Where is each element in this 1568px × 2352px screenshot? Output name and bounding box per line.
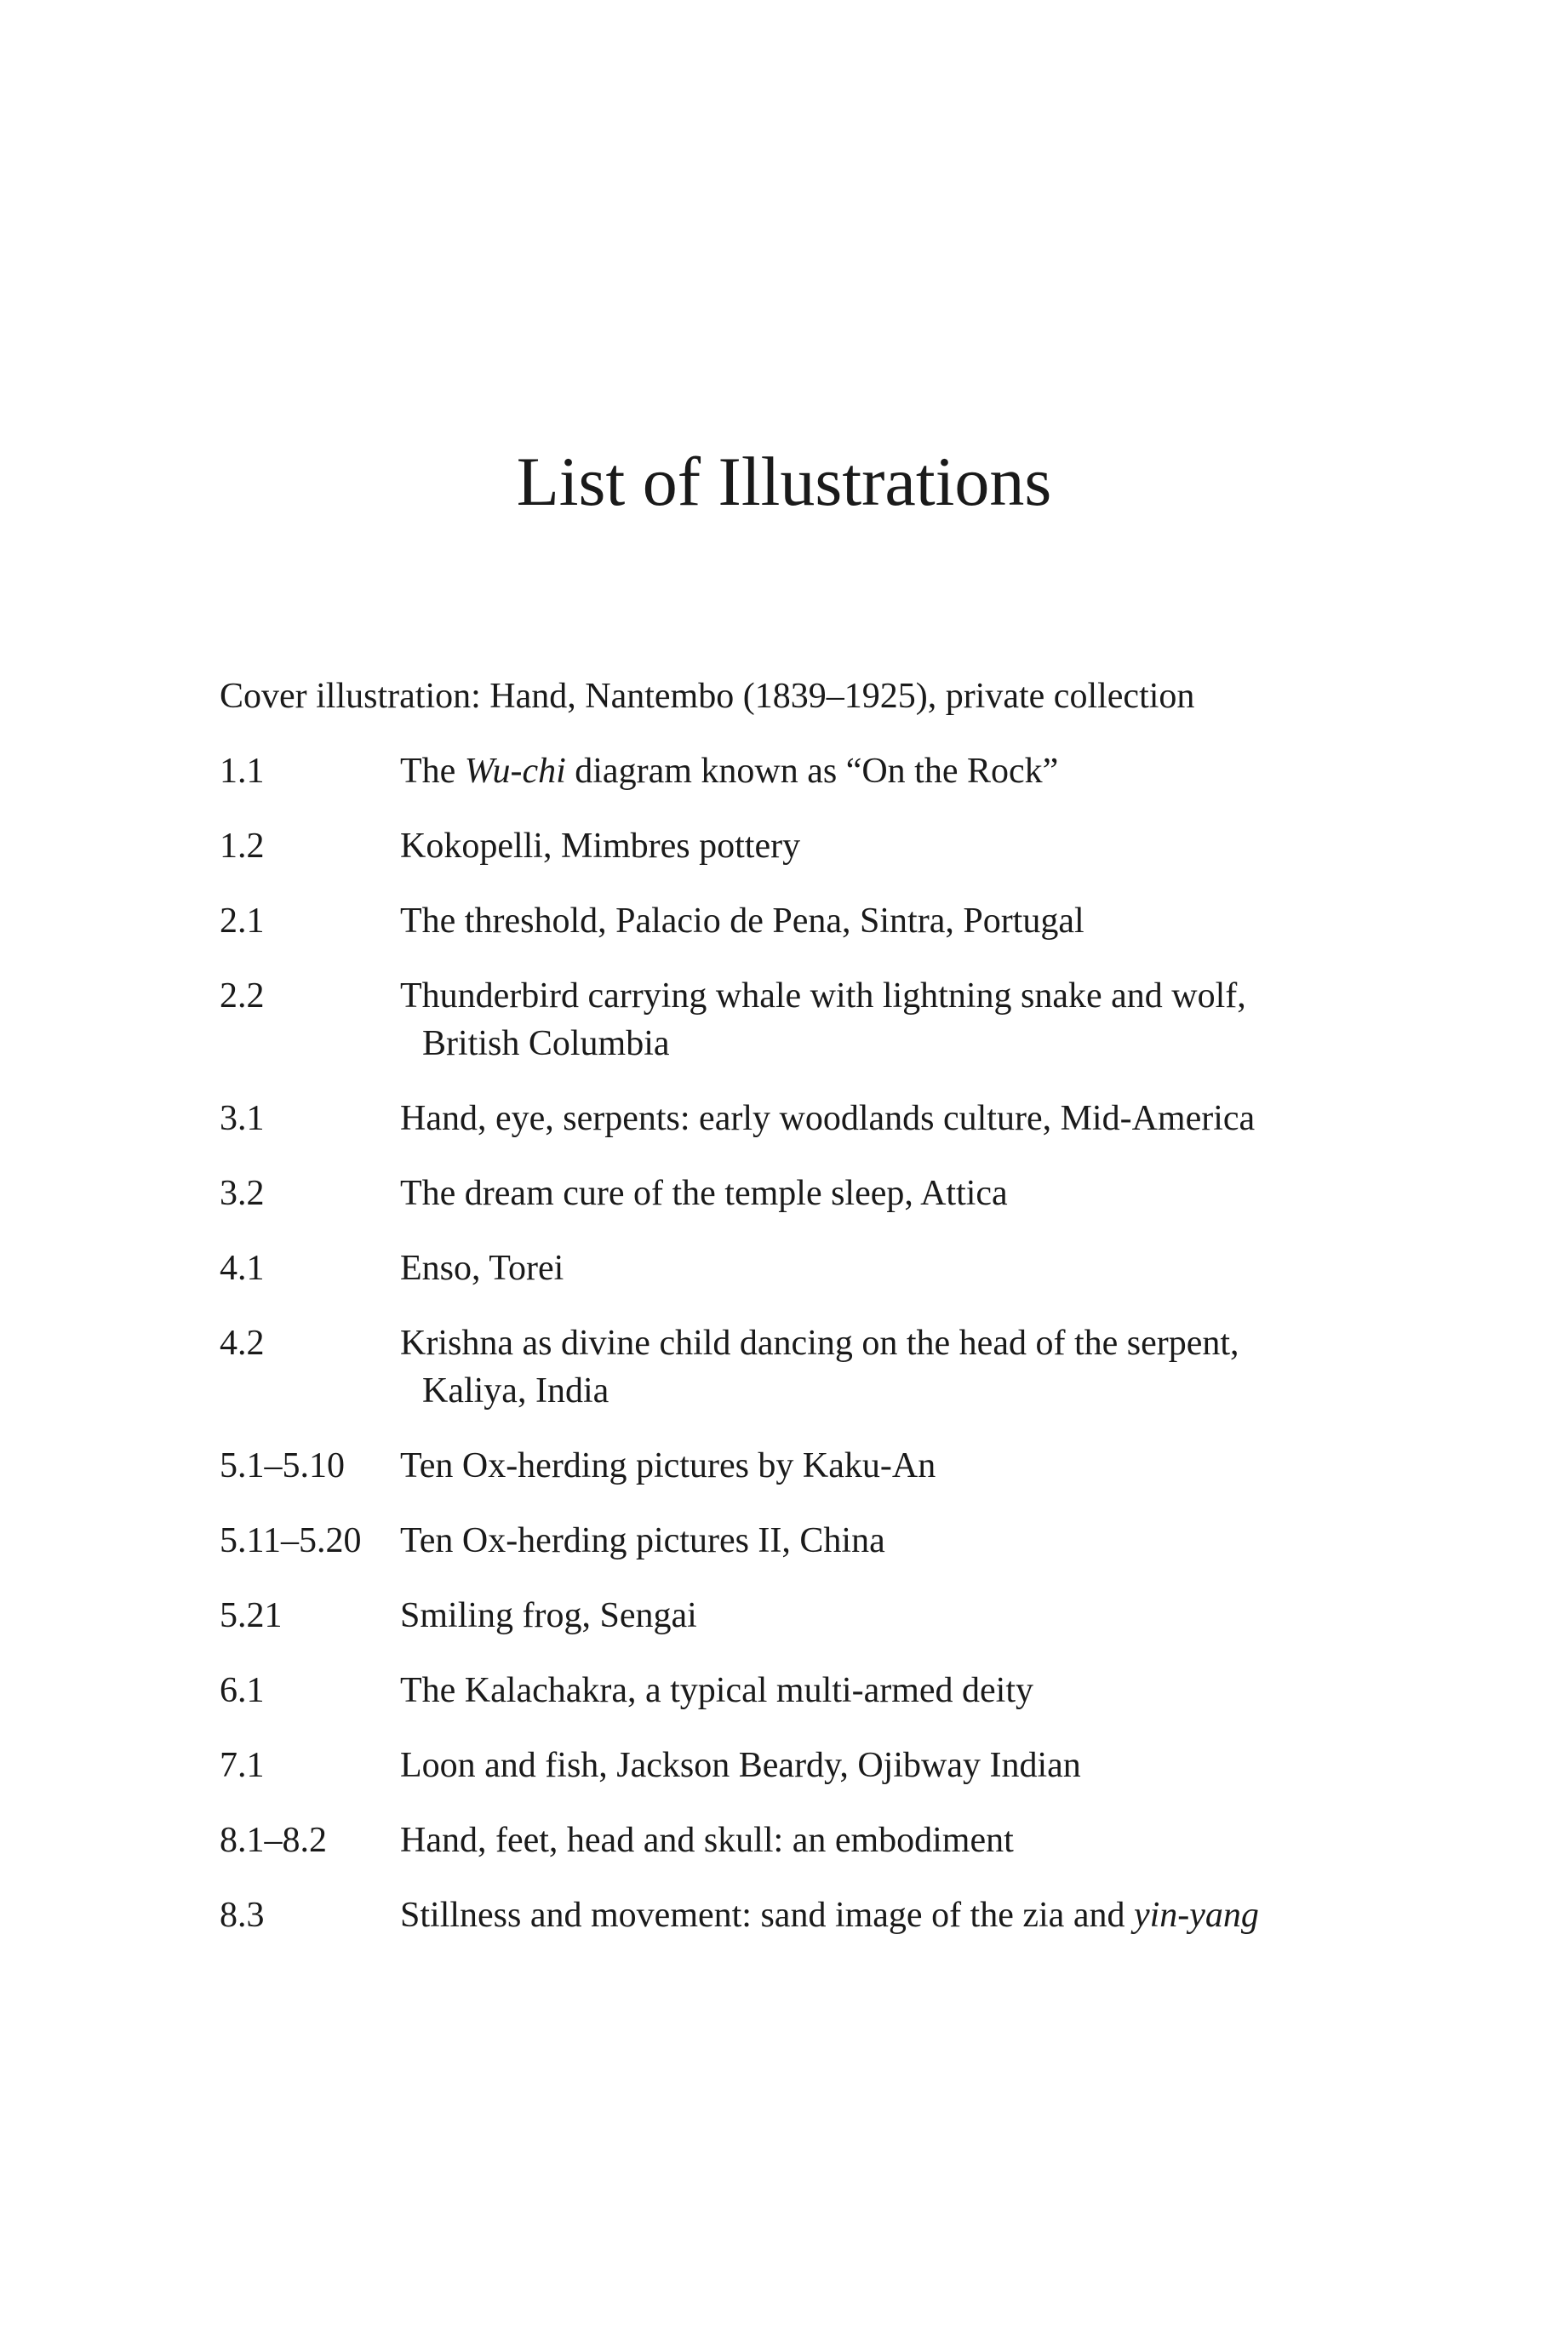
illustration-number: 1.2 (220, 827, 265, 866)
caption-text: Krishna as divine child dancing on the head of the serpent, (400, 1324, 1239, 1363)
caption-continuation-line: Kaliya, India (422, 1371, 609, 1411)
illustration-entry (220, 1517, 1411, 1565)
illustration-entry (220, 1817, 1411, 1864)
illustration-entry (220, 1170, 1411, 1217)
illustration-number: 1.1 (220, 752, 265, 791)
illustration-caption (400, 1592, 1411, 1640)
illustration-number: 3.1 (220, 1099, 265, 1138)
cover-illustration-credit: Cover illustration: Hand, Nantembo (1839–1925), private collection (220, 677, 1195, 716)
illustration-caption (400, 1170, 1411, 1217)
illustration-number: 5.1–5.10 (220, 1446, 345, 1485)
caption-text: The threshold, Palacio de Pena, Sintra, Portugal (400, 901, 1084, 941)
illustration-caption (400, 1245, 1411, 1292)
caption-continuation-line: British Columbia (422, 1024, 670, 1063)
caption-text: Thunderbird carrying whale with lightning snake and wolf, (400, 976, 1246, 1016)
caption-text: Stillness and movement: sand image of the zia and (400, 1896, 1134, 1935)
caption-text: Hand, feet, head and skull: an embodiment (400, 1821, 1014, 1860)
caption-text: Ten Ox-herding pictures by Kaku-An (400, 1446, 936, 1485)
illustration-entry (220, 1095, 1411, 1142)
illustration-caption (400, 1095, 1411, 1142)
illustration-entry (220, 1891, 1411, 1939)
caption-text: Ten Ox-herding pictures II, China (400, 1521, 885, 1560)
illustration-entry (220, 1245, 1411, 1292)
illustration-list (220, 747, 1411, 1966)
caption-italic-term: Wu-chi (464, 752, 566, 791)
caption-italic-term: yin-yang (1133, 1896, 1259, 1935)
illustration-entry (220, 1742, 1411, 1789)
caption-text: The (400, 752, 465, 791)
illustration-number: 2.1 (220, 901, 265, 941)
caption-text: The Kalachakra, a typical multi-armed deity (400, 1671, 1034, 1710)
illustration-entry (220, 897, 1411, 945)
caption-text: Enso, Torei (400, 1249, 564, 1288)
illustration-entry (220, 747, 1411, 795)
illustration-entry (220, 822, 1411, 870)
illustration-number: 2.2 (220, 976, 265, 1016)
caption-text: The dream cure of the temple sleep, Attica (400, 1174, 1008, 1213)
illustration-number: 5.11–5.20 (220, 1521, 362, 1560)
illustration-caption (400, 1742, 1411, 1789)
illustration-entry (220, 1667, 1411, 1714)
illustration-number: 8.1–8.2 (220, 1821, 327, 1860)
illustration-caption (400, 1667, 1411, 1714)
illustration-caption (400, 822, 1411, 870)
illustration-number: 4.1 (220, 1249, 265, 1288)
caption-text-continued: diagram known as “On the Rock” (565, 752, 1059, 791)
page-title: List of Illustrations (516, 443, 1052, 520)
illustration-caption (400, 747, 1411, 795)
illustration-number: 5.21 (220, 1596, 283, 1635)
illustration-number: 7.1 (220, 1746, 265, 1785)
caption-text: Hand, eye, serpents: early woodlands culture, Mid-America (400, 1099, 1256, 1138)
illustration-caption (400, 1319, 1411, 1415)
illustration-entry (220, 1592, 1411, 1640)
illustration-caption (400, 897, 1411, 945)
illustration-caption (400, 1891, 1411, 1939)
illustration-number: 3.2 (220, 1174, 265, 1213)
caption-text: Loon and fish, Jackson Beardy, Ojibway Indian (400, 1746, 1081, 1785)
illustration-number: 4.2 (220, 1324, 265, 1363)
illustration-entry (220, 1442, 1411, 1490)
illustration-caption (400, 1517, 1411, 1565)
illustration-entry (220, 972, 1411, 1067)
illustration-number: 8.3 (220, 1896, 265, 1935)
illustration-entry (220, 1319, 1411, 1415)
caption-text: Kokopelli, Mimbres pottery (400, 827, 801, 866)
illustration-caption (400, 1442, 1411, 1490)
caption-text: Smiling frog, Sengai (400, 1596, 697, 1635)
illustration-number: 6.1 (220, 1671, 265, 1710)
illustration-caption (400, 972, 1411, 1067)
illustration-caption (400, 1817, 1411, 1864)
